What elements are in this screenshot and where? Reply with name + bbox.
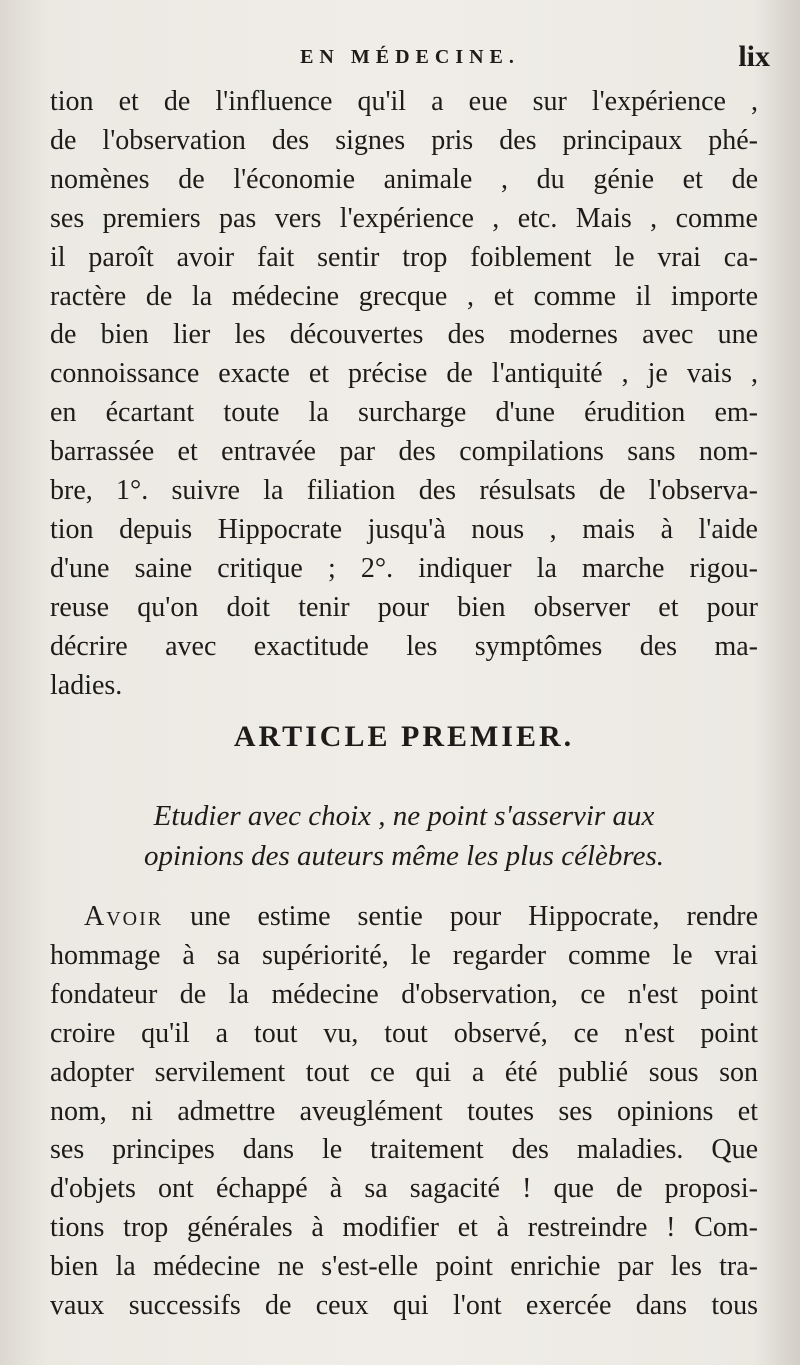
text-line: bien la médecine ne s'est-elle point enrichie par les tra- xyxy=(50,1251,758,1283)
article-heading: ARTICLE PREMIER. xyxy=(233,720,575,753)
text-line: croire qu'il a tout vu, tout observé, ce n'est point xyxy=(50,1017,758,1049)
text-line: tions trop générales à modifier et à restreindre ! Com- xyxy=(50,1212,758,1244)
page-number: lix xyxy=(738,40,770,73)
body-paragraph xyxy=(50,898,758,1326)
text-line: vaux successifs de ceux qui l'ont exercée dans tous xyxy=(50,1290,758,1322)
text-line: d'une saine critique ; 2°. indiquer la marche rigou- xyxy=(50,552,758,584)
subtitle-line: Etudier avec choix , ne point s'asservir aux xyxy=(153,800,655,832)
text-line: il paroît avoir fait sentir trop foiblement le vrai ca- xyxy=(50,241,758,273)
text-line: nom, ni admettre aveuglément toutes ses opinions et xyxy=(50,1095,758,1127)
text-line: d'objets ont échappé à sa sagacité ! que de proposi- xyxy=(50,1173,758,1205)
text-line: bre, 1°. suivre la filiation des résulsats de l'observa- xyxy=(50,475,758,507)
text-line: décrire avec exactitude les symptômes des ma- xyxy=(50,630,758,662)
text-line: ladies. xyxy=(50,669,123,701)
text-line: barrassée et entravée par des compilations sans nom- xyxy=(50,436,758,468)
text-line: ses principes dans le traitement des maladies. Que xyxy=(50,1134,758,1166)
text-line: fondateur de la médecine d'observation, ce n'est point xyxy=(50,978,758,1010)
text-line: hommage à sa supériorité, le regarder comme le vrai xyxy=(50,939,758,971)
text-line: reuse qu'on doit tenir pour bien observer et pour xyxy=(50,591,758,623)
article-subtitle xyxy=(50,796,758,876)
text-line: tion et de l'influence qu'il a eue sur l'expérience , xyxy=(50,86,758,117)
text-line: adopter servilement tout ce qui a été publié sous son xyxy=(50,1056,758,1088)
text-line: de l'observation des signes pris des principaux phé- xyxy=(50,124,758,156)
page-header xyxy=(50,40,770,80)
intro-paragraph xyxy=(50,83,758,706)
text-line: tion depuis Hippocrate jusqu'à nous , mais à l'aide xyxy=(50,513,758,545)
text-line: ractère de la médecine grecque , et comme il importe xyxy=(50,280,758,312)
text-line xyxy=(50,898,758,937)
text-line: connoissance exacte et précise de l'antiquité , je vais , xyxy=(50,358,758,390)
first-line-text: une estime sentie pour Hippocrate, rendre xyxy=(163,901,758,932)
text-line: en écartant toute la surcharge d'une érudition em- xyxy=(50,397,758,429)
text-line: de bien lier les découvertes des modernes avec une xyxy=(50,319,758,351)
text-line: ses premiers pas vers l'expérience , etc. Mais , comme xyxy=(50,202,758,234)
text-line: nomènes de l'économie animale , du génie et de xyxy=(50,163,758,195)
running-title: EN MÉDECINE. xyxy=(300,46,520,68)
initial-word: Avoir xyxy=(84,901,164,932)
subtitle-line: opinions des auteurs même les plus célèbres. xyxy=(143,840,665,872)
